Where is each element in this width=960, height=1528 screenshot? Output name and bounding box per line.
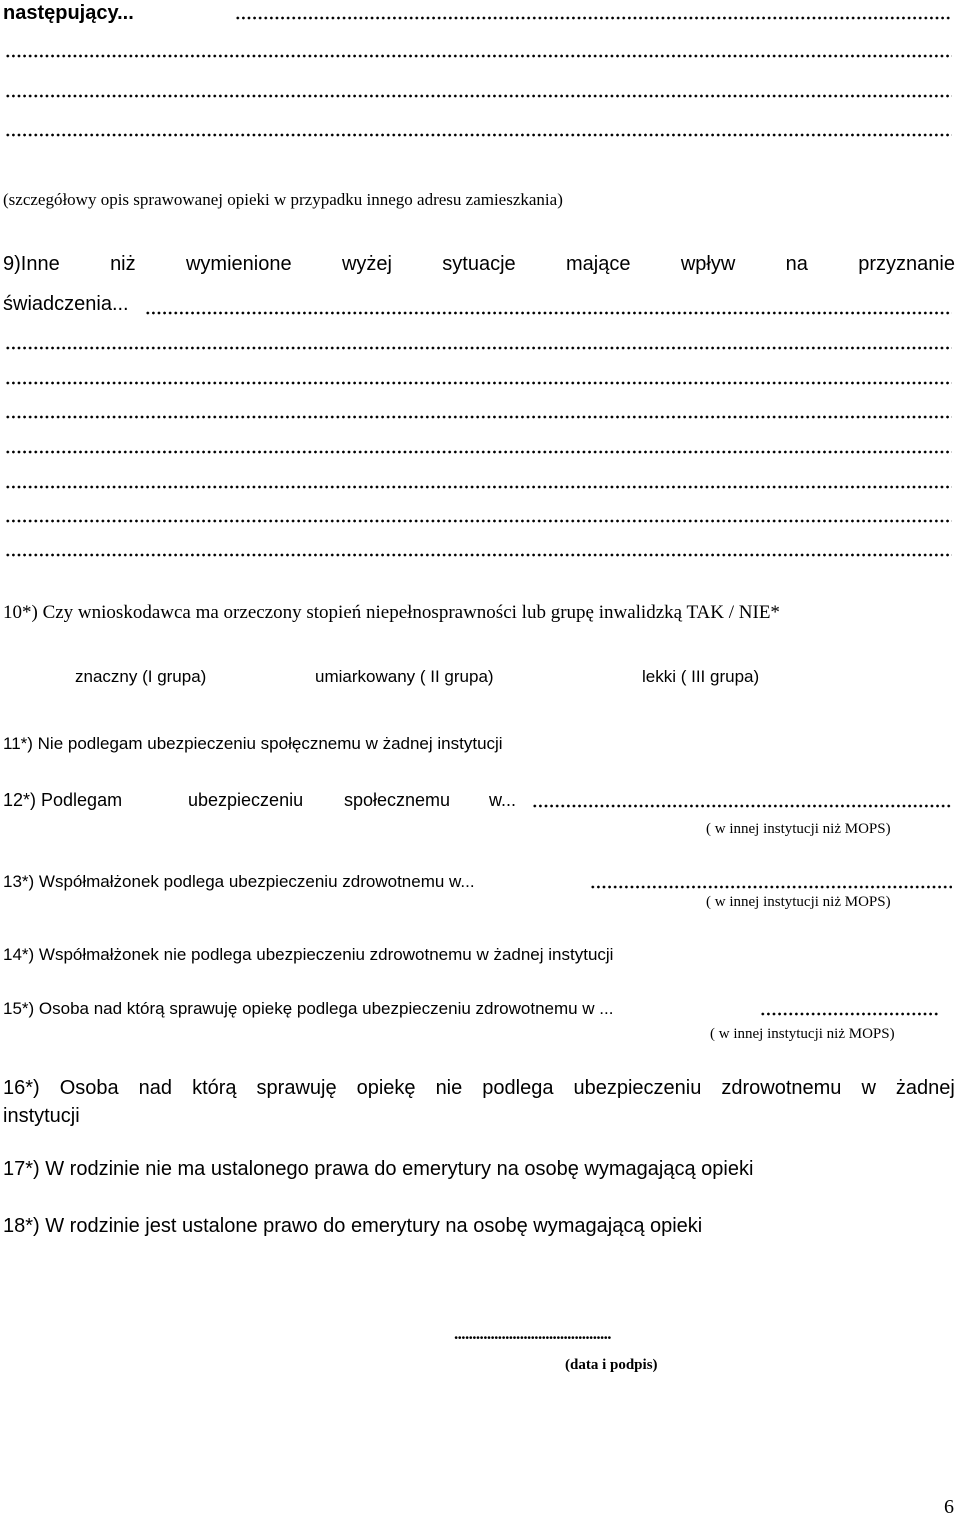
item16-line bbox=[3, 1078, 955, 1098]
item16-continuation: instytucji bbox=[3, 1105, 80, 1127]
dotted-line bbox=[5, 553, 952, 557]
item9-word: 9)Inne bbox=[3, 253, 60, 275]
item16-word: zdrowotnemu bbox=[721, 1077, 842, 1099]
item10-option: znaczny (I grupa) bbox=[75, 667, 207, 686]
item10-question: 10*) Czy wnioskodawca ma orzeczony stopień niepełnosprawności lub grupę inwalidzką TAK / NIE* bbox=[3, 602, 780, 623]
item15: 15*) Osoba nad którą sprawuję opiekę podlega ubezpieczeniu zdrowotnemu w ... bbox=[3, 999, 614, 1018]
item9-word: mające bbox=[566, 253, 631, 275]
item10-option: umiarkowany ( II grupa) bbox=[315, 667, 494, 686]
item16-word: nad bbox=[138, 1077, 173, 1099]
item9-word: wpływ bbox=[680, 253, 736, 275]
intro-note: (szczegółowy opis sprawowanej opieki w przypadku innego adresu zamieszkania) bbox=[3, 190, 563, 209]
item15-note: ( w innej instytucji niż MOPS) bbox=[710, 1026, 895, 1042]
item9-word: przyznanie bbox=[858, 253, 955, 275]
item16-word: 16*) bbox=[3, 1077, 40, 1099]
dotted-line bbox=[5, 346, 952, 350]
item10-option: lekki ( III grupa) bbox=[642, 667, 760, 686]
dotted-line bbox=[760, 1012, 940, 1016]
dotted-line bbox=[532, 804, 952, 808]
item11: 11*) Nie podlegam ubezpieczeniu społęcznemu w żadnej instytucji bbox=[3, 734, 503, 753]
dotted-line bbox=[5, 133, 952, 137]
item9-word: sytuacje bbox=[442, 253, 516, 275]
dotted-line bbox=[5, 54, 952, 58]
item17: 17*) W rodzinie nie ma ustalonego prawa do emerytury na osobę wymagającą opieki bbox=[3, 1158, 754, 1180]
signature-dots: ........................................... bbox=[454, 1324, 611, 1343]
item9-continuation: świadczenia... bbox=[3, 293, 129, 315]
item16-word: opiekę bbox=[356, 1077, 416, 1099]
item12-part: ubezpieczeniu bbox=[188, 790, 304, 810]
item12-note: ( w innej instytucji niż MOPS) bbox=[706, 821, 891, 837]
item16-word: sprawuję bbox=[256, 1077, 337, 1099]
dotted-line bbox=[590, 885, 952, 889]
intro-tail: następujący... bbox=[3, 2, 134, 24]
item14: 14*) Współmałżonek nie podlega ubezpieczeniu zdrowotnemu w żadnej instytucji bbox=[3, 945, 614, 964]
item18: 18*) W rodzinie jest ustalone prawo do emerytury na osobę wymagającą opieki bbox=[3, 1215, 703, 1237]
item16-word: ubezpieczeniu bbox=[573, 1077, 702, 1099]
item9-line bbox=[3, 254, 955, 274]
item12-part: w... bbox=[489, 790, 517, 810]
item9-word: wymienione bbox=[185, 253, 292, 275]
item9-word: niż bbox=[110, 253, 136, 275]
dotted-line bbox=[5, 415, 952, 419]
signature-label: (data i podpis) bbox=[565, 1357, 658, 1373]
dotted-line bbox=[5, 94, 952, 98]
dotted-line bbox=[235, 16, 952, 20]
item16-word: nie bbox=[435, 1077, 463, 1099]
dotted-line bbox=[145, 311, 952, 315]
dotted-line bbox=[5, 450, 952, 454]
dotted-line bbox=[5, 519, 952, 523]
item16-word: w bbox=[861, 1077, 876, 1099]
dotted-line bbox=[5, 381, 952, 385]
item16-word: Osoba bbox=[59, 1077, 119, 1099]
item16-word: którą bbox=[192, 1077, 237, 1099]
item16-word: podlega bbox=[482, 1077, 554, 1099]
item9-word: na bbox=[785, 253, 808, 275]
page-number: 6 bbox=[944, 1496, 954, 1518]
dotted-line bbox=[5, 485, 952, 489]
item13-note: ( w innej instytucji niż MOPS) bbox=[706, 894, 891, 910]
item12-part: 12*) Podlegam bbox=[3, 790, 123, 810]
item12-part: społecznemu bbox=[344, 790, 451, 810]
item13: 13*) Współmałżonek podlega ubezpieczeniu zdrowotnemu w... bbox=[3, 872, 475, 891]
item16-word: żadnej bbox=[895, 1077, 955, 1099]
item9-word: wyżej bbox=[341, 253, 392, 275]
